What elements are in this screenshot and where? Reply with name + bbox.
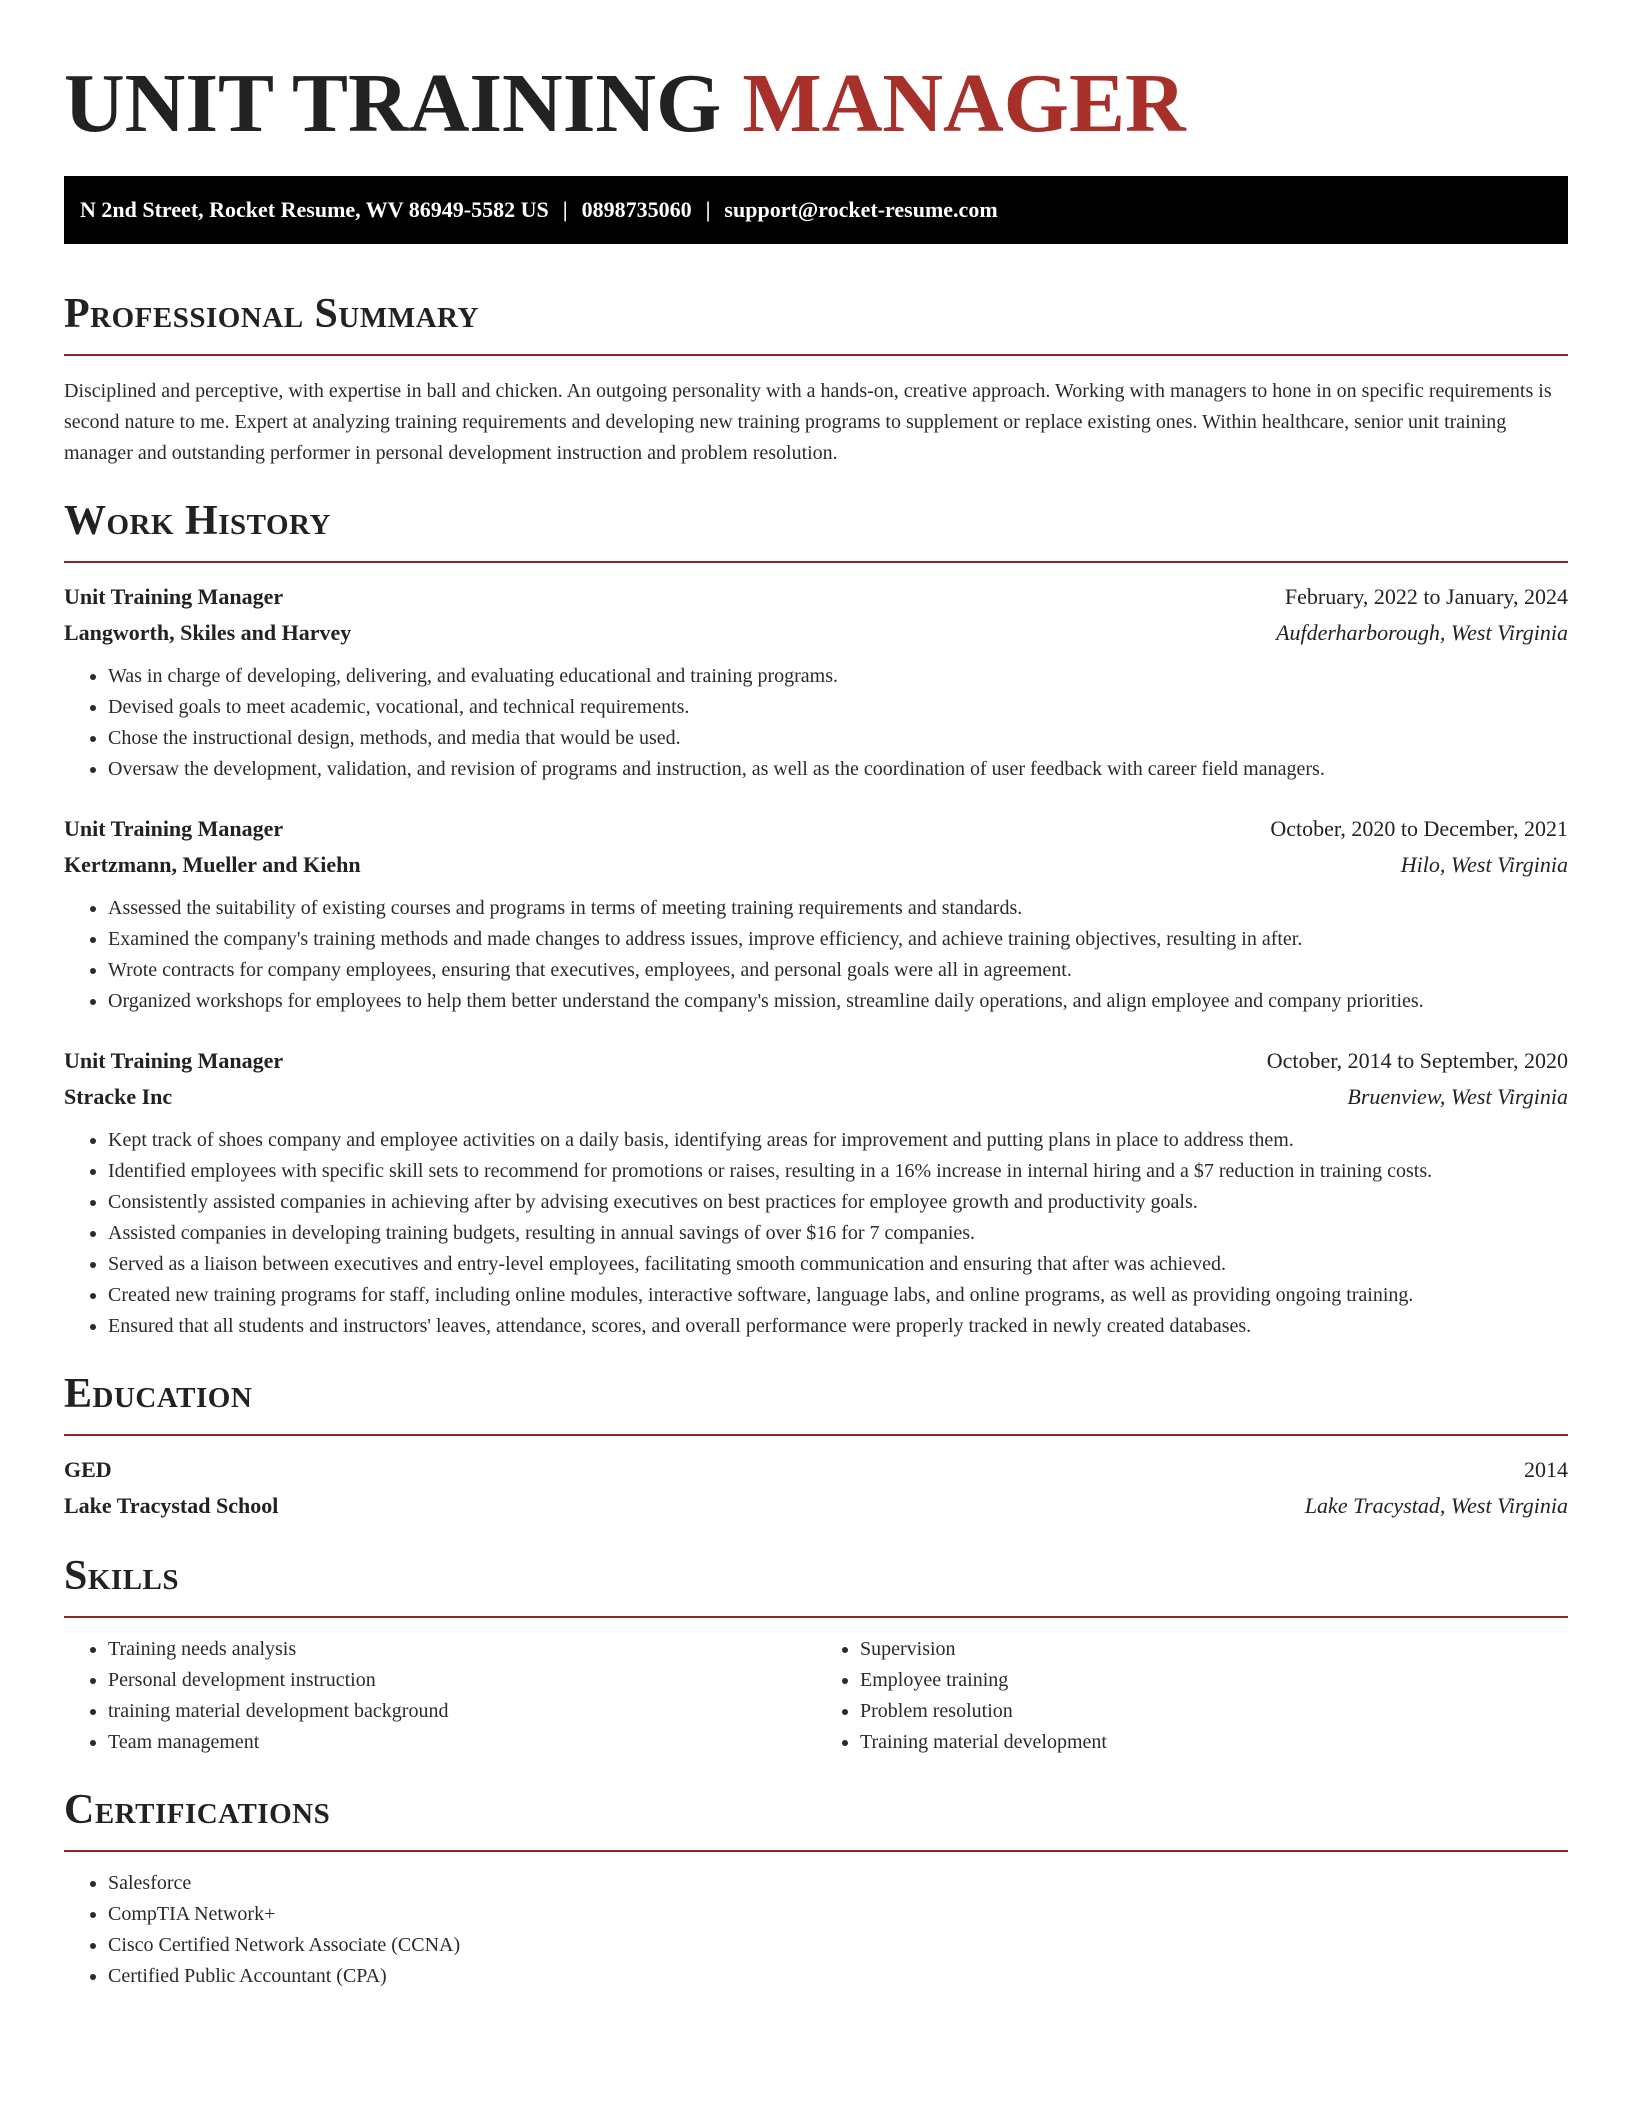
list-item: • Employee training [860,1665,1568,1696]
job-bullets [64,893,1568,1017]
section-heading-education: Education [64,1371,253,1417]
job-entry [64,579,1568,785]
section-heading-certifications: Certifications [64,1787,331,1833]
job-dates: February, 2022 to January, 2024 [1284,584,1568,609]
resume-title [64,0,1568,152]
section-heading-summary: Professional Summary [64,291,479,337]
summary-text: Disciplined and perceptive, with expertise in ball and chicken. An outgoing personality with a hands-on, creative approach. Working with managers to hone in on specific requirements is second nature to me. Expert at analyzing training requirements and developing new training programs to supplement or replace existing ones. Within healthcare, senior unit training manager and outstanding performer in personal development instruction and problem resolution. [64,380,1552,464]
job-company-row [64,847,1568,883]
list-item: • CompTIA Network+ [108,1899,1568,1930]
contact-address: N 2nd Street, Rocket Resume, WV 86949-5582 US [80,197,549,222]
job-company-row [64,615,1568,651]
skills-section [64,1550,1568,1758]
section-divider [64,1434,1568,1436]
job-company-row [64,1079,1568,1115]
job-company: Kertzmann, Mueller and Kiehn [64,852,361,877]
section-heading-work-history: Work History [64,498,331,544]
contact-separator: | [562,197,568,222]
list-item: • training material development background [108,1696,816,1727]
list-item: • Oversaw the development, validation, and revision of programs and instruction, as well as the coordination of user feedback with career field managers. [108,754,1568,785]
job-location: Aufderharborough, West Virginia [1276,620,1568,645]
list-item: • Team management [108,1727,816,1758]
list-item: • Kept track of shoes company and employee activities on a daily basis, identifying areas for improvement and putting plans in place to address them. [108,1125,1568,1156]
list-item: • Identified employees with specific skill sets to recommend for promotions or raises, resulting in a 16% increase in internal hiring and a $7 reduction in training costs. [108,1156,1568,1187]
list-item: • Certified Public Accountant (CPA) [108,1961,1568,1992]
list-item: • Personal development instruction [108,1665,816,1696]
list-item: • Created new training programs for staff, including online modules, interactive software, language labs, and online programs, as well as providing ongoing training. [108,1280,1568,1311]
job-company: Langworth, Skiles and Harvey [64,620,352,645]
skills-column-left [64,1634,816,1758]
job-entry [64,1043,1568,1342]
section-divider [64,1850,1568,1852]
title-accent: MANAGER [742,57,1186,150]
list-item: • Served as a liaison between executives and entry-level employees, facilitating smooth communication and ensuring that after was achieved. [108,1249,1568,1280]
education-school-row [64,1488,1568,1524]
contact-phone: 0898735060 [581,197,692,222]
education-school: Lake Tracystad School [64,1493,279,1518]
education-location: Lake Tracystad, West Virginia [1304,1493,1568,1518]
list-item: • Examined the company's training methods and made changes to address issues, improve efficiency, and achieve training objectives, resulting in after. [108,924,1568,955]
education-header-row [64,1452,1568,1488]
list-item: • Supervision [860,1634,1568,1665]
summary-section [64,288,1568,469]
list-item: • Assessed the suitability of existing courses and programs in terms of meeting training requirements and standards. [108,893,1568,924]
list-item: • Organized workshops for employees to help them better understand the company's mission, streamline daily operations, and align employee and company priorities. [108,986,1568,1017]
job-header-row [64,811,1568,847]
job-location: Hilo, West Virginia [1400,852,1568,877]
list-item: • Cisco Certified Network Associate (CCNA) [108,1930,1568,1961]
work-history-section [64,495,1568,1342]
certifications-section [64,1784,1568,1992]
list-item: • Problem resolution [860,1696,1568,1727]
section-divider [64,1616,1568,1618]
education-year: 2014 [1524,1457,1568,1482]
section-heading-skills: Skills [64,1553,180,1599]
education-entry [64,1452,1568,1524]
job-dates: October, 2020 to December, 2021 [1270,816,1568,841]
list-item: • Training needs analysis [108,1634,816,1665]
list-item: • Training material development [860,1727,1568,1758]
list-item: • Was in charge of developing, delivering, and evaluating educational and training programs. [108,661,1568,692]
list-item: • Devised goals to meet academic, vocational, and technical requirements. [108,692,1568,723]
title-main: UNIT TRAINING [64,57,722,150]
contact-email: support@rocket-resume.com [724,197,998,222]
job-title: Unit Training Manager [64,584,284,609]
section-divider [64,354,1568,356]
list-item: • Salesforce [108,1868,1568,1899]
job-bullets [64,661,1568,785]
job-bullets [64,1125,1568,1342]
section-divider [64,561,1568,563]
list-item: • Wrote contracts for company employees, ensuring that executives, employees, and personal goals were all in agreement. [108,955,1568,986]
job-entry [64,811,1568,1017]
certifications-list [64,1868,1568,1992]
education-section [64,1368,1568,1524]
skills-grid [64,1634,1568,1758]
skills-column-right [816,1634,1568,1758]
list-item: • Consistently assisted companies in achieving after by advising executives on best practices for employee growth and productivity goals. [108,1187,1568,1218]
job-header-row [64,1043,1568,1079]
job-header-row [64,579,1568,615]
contact-bar [64,176,1568,244]
job-title: Unit Training Manager [64,1048,284,1073]
job-location: Bruenview, West Virginia [1347,1084,1568,1109]
list-item: • Chose the instructional design, methods, and media that would be used. [108,723,1568,754]
contact-separator: | [705,197,711,222]
job-title: Unit Training Manager [64,816,284,841]
job-dates: October, 2014 to September, 2020 [1266,1048,1568,1073]
list-item: • Assisted companies in developing training budgets, resulting in annual savings of over $16 for 7 companies. [108,1218,1568,1249]
education-degree: GED [64,1457,112,1482]
list-item: • Ensured that all students and instructors' leaves, attendance, scores, and overall performance were properly tracked in newly created databases. [108,1311,1568,1342]
job-company: Stracke Inc [64,1084,173,1109]
